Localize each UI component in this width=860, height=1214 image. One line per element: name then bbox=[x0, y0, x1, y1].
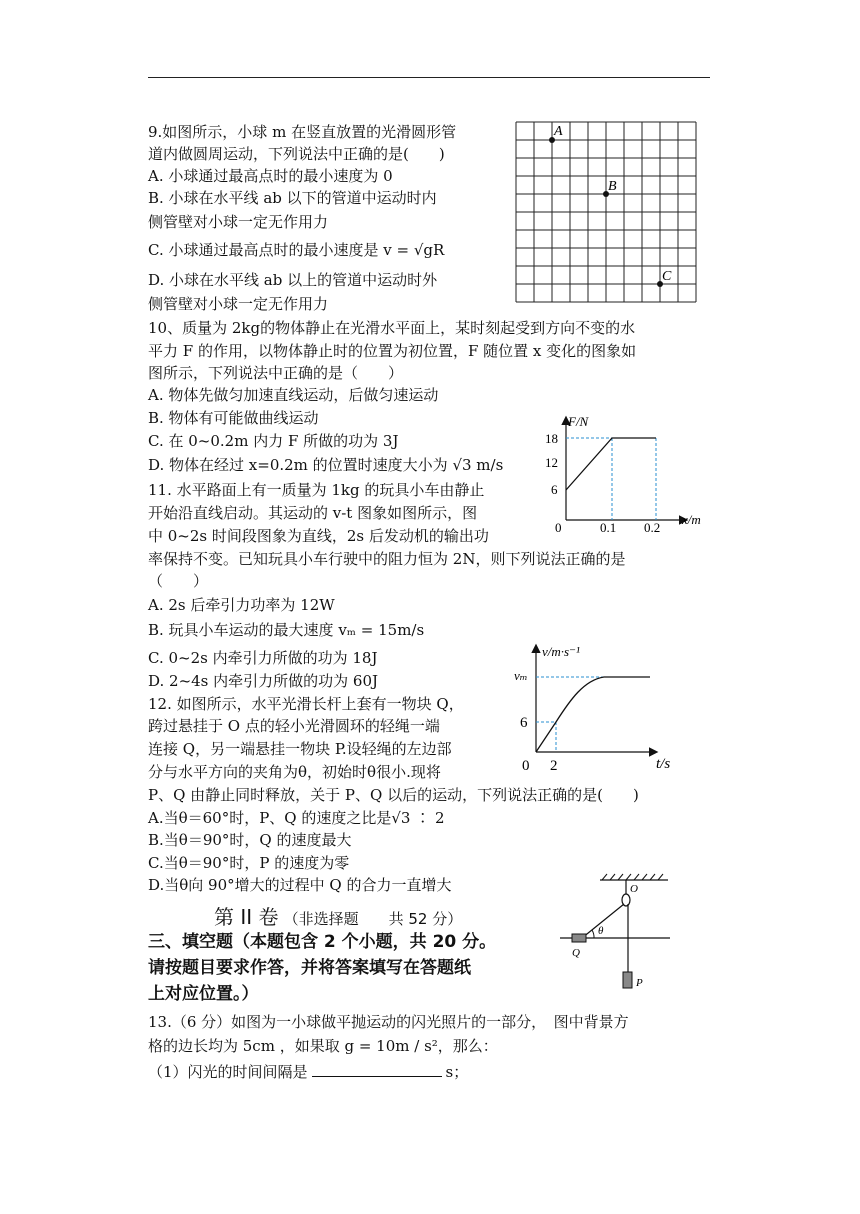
q11-option-c: C. 0~2s 内牵引力所做的功为 18J bbox=[148, 649, 378, 667]
x-axis-label: t/s bbox=[656, 756, 671, 772]
q9-option-d-line2: 侧管壁对小球一定无作用力 bbox=[148, 295, 329, 313]
x-tick-0.1: 0.1 bbox=[600, 520, 617, 534]
q9-option-b-line2: 侧管壁对小球一定无作用力 bbox=[148, 213, 329, 231]
q12-stem-line2: 跨过悬挂于 O 点的轻小光滑圆环的轻绳一端 bbox=[148, 717, 440, 735]
x-axis-label: x/m bbox=[682, 512, 701, 527]
label-theta: θ bbox=[598, 925, 604, 937]
q10-stem-line3: 图所示，下列说法中正确的是（ ） bbox=[148, 364, 404, 382]
part2-title: 第 II 卷 bbox=[214, 905, 279, 929]
section3-line3: 上对应位置。） bbox=[148, 984, 259, 1004]
q9-grid-figure bbox=[510, 118, 700, 306]
q12-stem-line1: 12. 如图所示，水平光滑长杆上套有一物块 Q， bbox=[148, 695, 464, 713]
q10-stem-line1: 10、质量为 2kg的物体静止在光滑水平面上，某时刻起受到方向不变的水 bbox=[148, 319, 636, 337]
q13-answer-blank[interactable] bbox=[312, 1061, 442, 1077]
block-p bbox=[623, 972, 632, 988]
section3-line1: 三、填空题（本题包含 2 个小题，共 20 分。 bbox=[148, 932, 497, 952]
q13-line3 bbox=[148, 1061, 468, 1082]
label-p: P bbox=[636, 977, 643, 989]
point-b-label: B bbox=[608, 179, 617, 194]
q12-pulley-diagram bbox=[560, 872, 692, 1022]
q10-option-c: C. 在 0~0.2m 内力 F 所做的功为 3J bbox=[148, 432, 399, 450]
part2-heading bbox=[214, 901, 462, 930]
q11-option-a: A. 2s 后牵引力功率为 12W bbox=[148, 596, 335, 614]
q9-option-d-line1: D. 小球在水平线 ab 以上的管道中运动时外 bbox=[148, 271, 438, 289]
y-tick-6: 6 bbox=[551, 482, 558, 497]
q10-fx-graph bbox=[540, 410, 718, 534]
header-rule bbox=[148, 77, 710, 78]
q11-stem-line5: （ ） bbox=[148, 572, 209, 590]
q13-line2: 格的边长均为 5cm ，如果取 g = 10m / s²，那么： bbox=[148, 1037, 498, 1055]
q11-stem-line3: 中 0~2s 时间段图象为直线，2s 后发动机的输出功 bbox=[148, 527, 489, 545]
point-a-label: A bbox=[554, 124, 563, 139]
vm-label: vₘ bbox=[514, 668, 528, 683]
y-axis-label: v/m·s⁻¹ bbox=[542, 644, 580, 659]
q9-option-c: C. 小球通过最高点时的最小速度是 v = √gR bbox=[148, 241, 445, 259]
q10-option-d: D. 物体在经过 x=0.2m 的位置时速度大小为 √3 m/s bbox=[148, 456, 504, 474]
velocity-curve bbox=[536, 677, 650, 752]
y-tick-18: 18 bbox=[545, 431, 558, 446]
q12-option-d: D.当θ向 90°增大的过程中 Q 的合力一直增大 bbox=[148, 876, 452, 894]
q12-stem-line3: 连接 Q，另一端悬挂一物块 P.设轻绳的左边部 bbox=[148, 740, 452, 758]
q11-stem-line2: 开始沿直线启动。其运动的 v-t 图象如图所示，图 bbox=[148, 504, 478, 522]
section3-line2: 请按题目要求作答，并将答案填写在答题纸 bbox=[148, 958, 471, 978]
q9-stem-line1: 9.如图所示，小球 m 在竖直放置的光滑圆形管 bbox=[148, 123, 457, 141]
y-tick-6: 6 bbox=[520, 715, 528, 731]
q12-option-b: B.当θ＝90°时，Q 的速度最大 bbox=[148, 831, 352, 849]
q11-option-b: B. 玩具小车运动的最大速度 vₘ = 15m/s bbox=[148, 621, 425, 639]
q9-option-a: A. 小球通过最高点时的最小速度为 0 bbox=[148, 167, 393, 185]
q11-stem-line1: 11. 水平路面上有一质量为 1kg 的玩具小车由静止 bbox=[148, 481, 485, 499]
origin-label: 0 bbox=[522, 758, 530, 774]
q12-option-c: C.当θ＝90°时，P 的速度为零 bbox=[148, 854, 350, 872]
q10-stem-line2: 平力 F 的作用，以物体静止时的位置为初位置，F 随位置 x 变化的图象如 bbox=[148, 342, 637, 360]
label-o: O bbox=[630, 883, 638, 895]
y-axis-label: F/N bbox=[568, 414, 589, 429]
x-tick-0.2: 0.2 bbox=[644, 520, 661, 534]
force-curve bbox=[566, 438, 656, 490]
q11-stem-line4: 率保持不变。已知玩具小车行驶中的阻力恒为 2N，则下列说法正确的是 bbox=[148, 550, 626, 568]
x-tick-2: 2 bbox=[550, 758, 558, 774]
q13-line1: 13.（6 分）如图为一小球做平抛运动的闪光照片的一部分， 图中背景方 bbox=[148, 1013, 629, 1031]
label-q: Q bbox=[572, 947, 580, 959]
x-tick-0: 0 bbox=[555, 520, 562, 534]
q10-option-b: B. 物体有可能做曲线运动 bbox=[148, 409, 319, 427]
block-q bbox=[572, 934, 586, 942]
angle-arc bbox=[592, 930, 594, 938]
point-c-label: C bbox=[662, 269, 672, 284]
q12-stem-line5: P、Q 由静止同时释放，关于 P、Q 以后的运动，下列说法正确的是( ) bbox=[148, 786, 639, 804]
y-tick-12: 12 bbox=[545, 455, 558, 470]
q11-vt-graph bbox=[510, 640, 680, 778]
q11-option-d: D. 2~4s 内牵引力所做的功为 60J bbox=[148, 672, 379, 690]
ceiling-hatch bbox=[602, 874, 663, 880]
q13-blank-prefix: （1）闪光的时间间隔是 bbox=[148, 1063, 308, 1081]
q9-stem-line2: 道内做圆周运动，下列说法中正确的是( ) bbox=[148, 145, 445, 163]
q10-option-a: A. 物体先做匀加速直线运动，后做匀速运动 bbox=[148, 386, 439, 404]
q12-option-a: A.当θ＝60°时，P、Q 的速度之比是√3 ∶ 2 bbox=[148, 809, 445, 827]
q12-stem-line4: 分与水平方向的夹角为θ，初始时θ很小.现将 bbox=[148, 763, 441, 781]
q9-option-b-line1: B. 小球在水平线 ab 以下的管道中运动时内 bbox=[148, 189, 437, 207]
q13-blank-suffix: s； bbox=[445, 1063, 469, 1081]
part2-subtitle: （非选择题 共 52 分） bbox=[283, 910, 463, 928]
